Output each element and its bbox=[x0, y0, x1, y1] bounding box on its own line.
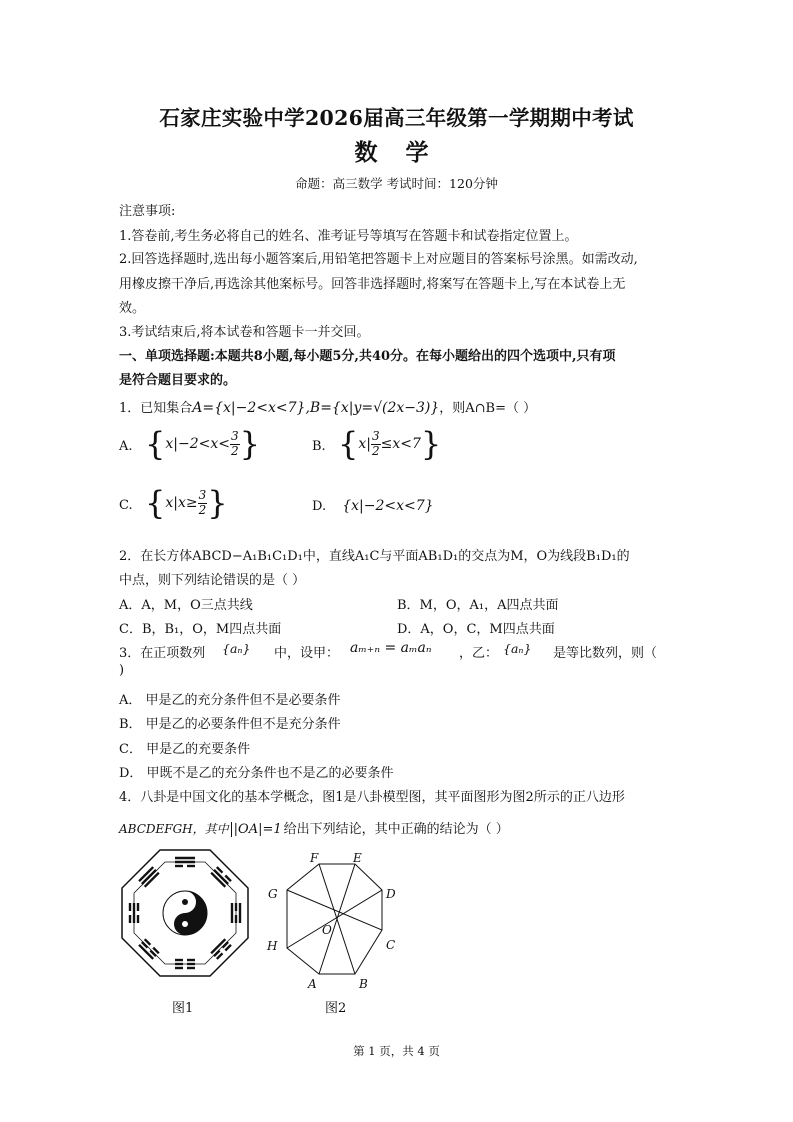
q3-sequence-2: {aₙ} bbox=[503, 641, 532, 656]
subject-title: 数 学 bbox=[354, 139, 439, 166]
q1-option-c-text: x|x≥ bbox=[165, 495, 198, 511]
q3-stem-line-1-yi: ，乙： bbox=[459, 646, 499, 661]
vertex-label-b: B bbox=[359, 977, 368, 991]
exam-meta: 命题：高三数学 考试时间：120分钟 bbox=[295, 176, 498, 191]
q1-option-d-label: D. bbox=[312, 499, 327, 514]
notes-item-1: 1.答卷前,考生务必将自己的姓名、准考证号等填写在答题卡和试卷指定位置上。 bbox=[119, 229, 578, 244]
q2-stem-line-2: 中点，则下列结论错误的是（ ） bbox=[119, 573, 306, 588]
q1-option-a-numerator: 3 bbox=[230, 429, 239, 444]
q1-option-c-numerator: 3 bbox=[198, 488, 207, 503]
q1-stem-math: A={x|−2<x<7},B={x|y=√(2x−3)} bbox=[192, 400, 440, 416]
q1-option-c-denominator: 2 bbox=[198, 502, 207, 517]
q1-option-a-text: x|−2<x< bbox=[165, 436, 230, 452]
section1-heading-line-2: 是符合题目要求的。 bbox=[119, 373, 237, 388]
bagua-figure bbox=[120, 848, 250, 978]
notes-item-2-line-3: 效。 bbox=[119, 301, 146, 316]
q2-option-a: A．A，M，O三点共线 bbox=[119, 598, 253, 613]
q1-option-a-fraction bbox=[230, 430, 240, 457]
q3-stem-line-1-middle: 中，设甲： bbox=[274, 646, 340, 661]
q3-option-a: A． 甲是乙的充分条件但不是必要条件 bbox=[119, 693, 341, 708]
q1-option-c: C. {x|x≥ $\frac{3}{2}$ } bbox=[119, 484, 228, 522]
vertex-label-h: H bbox=[267, 939, 278, 953]
q4-oa-formula: |OA|=1 bbox=[231, 822, 282, 837]
q1-stem-suffix: ，则A∩B=（ ） bbox=[439, 401, 537, 416]
yin-yang-symbol bbox=[163, 891, 207, 935]
vertex-label-c: C bbox=[386, 938, 396, 952]
q3-option-b: B． 甲是乙的必要条件但不是充分条件 bbox=[119, 717, 341, 732]
q1-option-a-denominator: 2 bbox=[230, 443, 239, 458]
q4-stem-line-1: 4．八卦是中国文化的基本学概念，图1是八卦模型图，其平面图形为图2所示的正八边形 bbox=[119, 790, 625, 805]
q1-option-a-label: A. bbox=[119, 439, 133, 454]
q4-stem-line-2-end: 给出下列结论，其中正确的结论为（ ） bbox=[283, 822, 509, 837]
q3-stem-line-1-start: 3．在正项数列 bbox=[119, 646, 206, 661]
figure-2-caption: 图2 bbox=[325, 1001, 347, 1016]
q3-option-c: C． 甲是乙的充要条件 bbox=[119, 742, 251, 757]
vertex-label-e: E bbox=[353, 852, 362, 865]
q1-option-b-denominator: 2 bbox=[371, 443, 380, 458]
center-label-o: O bbox=[322, 923, 332, 937]
q2-option-d: D．A，O，C，M四点共面 bbox=[397, 622, 555, 637]
q3-stem-line-1-end: 是等比数列，则（ bbox=[553, 646, 658, 661]
notes-item-3: 3.考试结束后,将本试卷和答题卡一并交回。 bbox=[119, 325, 370, 340]
exam-title: 石家庄实验中学2026届高三年级第一学期期中考试 bbox=[159, 106, 634, 130]
page-footer: 第 1 页，共 4 页 bbox=[353, 1044, 440, 1058]
vertex-label-g: G bbox=[268, 887, 278, 901]
q1-option-b-label: B. bbox=[312, 439, 326, 454]
q1-option-d bbox=[312, 498, 434, 514]
q2-option-c: C．B，B₁，O，M四点共面 bbox=[119, 622, 282, 637]
q1-stem-prefix: 1．已知集合 bbox=[119, 401, 193, 416]
vertex-label-a: A bbox=[308, 977, 317, 991]
section1-heading-line-1: 一、单项选择题:本题共8小题,每小题5分,共40分。在每小题给出的四个选项中,只有项 bbox=[119, 349, 616, 364]
diagonal-cg bbox=[287, 890, 382, 930]
q3-condition-formula: aₘ₊ₙ = aₘaₙ bbox=[350, 640, 432, 656]
q1-stem bbox=[119, 397, 536, 416]
q3-option-d: D． 甲既不是乙的充分条件也不是乙的必要条件 bbox=[119, 766, 394, 781]
figure-1-caption: 图1 bbox=[172, 1001, 194, 1016]
q2-stem-line-1: 2．在长方体ABCD−A₁B₁C₁D₁中，直线A₁C与平面AB₁D₁的交点为M，O为线段B₁D₁的 bbox=[119, 549, 630, 564]
notes-item-2-line-2: 用橡皮擦干净后,再选涂其他案标号。回答非选择题时,将案写在答题卡上,写在本试卷上无 bbox=[119, 277, 626, 292]
q1-option-b-fraction bbox=[371, 430, 381, 457]
q1-option-b-numerator: 3 bbox=[371, 429, 380, 444]
q1-option-c-fraction bbox=[198, 489, 208, 516]
diagonal-dh bbox=[287, 890, 382, 948]
q4-stem-line-2 bbox=[119, 818, 509, 837]
q1-option-a: A. {x|−2<x< $\frac{3}{2}$ } bbox=[119, 425, 260, 463]
q4-octagon-name: ABCDEFGH，其中 bbox=[119, 822, 229, 836]
q1-option-b: B. {x| $\frac{3}{2}$ ≤x<7} bbox=[312, 425, 442, 463]
q1-option-c-label: C. bbox=[119, 498, 133, 513]
notes-item-2-line-1: 2.回答选择题时,选出每小题答案后,用铅笔把答题卡上对应题目的答案标号涂黑。如需改动, bbox=[119, 252, 638, 267]
q3-sequence-1: {aₙ} bbox=[222, 641, 251, 656]
q2-option-b: B．M，O，A₁，A四点共面 bbox=[397, 598, 559, 613]
q3-stem-line-2: ) bbox=[119, 663, 125, 678]
notes-heading: 注意事项: bbox=[119, 204, 176, 219]
vertex-label-f: F bbox=[310, 852, 319, 865]
octagon-figure bbox=[262, 852, 412, 992]
q1-option-d-text: {x|−2<x<7} bbox=[342, 498, 434, 514]
vertex-label-d: D bbox=[386, 887, 396, 901]
q1-option-b-text: ≤x<7 bbox=[380, 436, 421, 452]
